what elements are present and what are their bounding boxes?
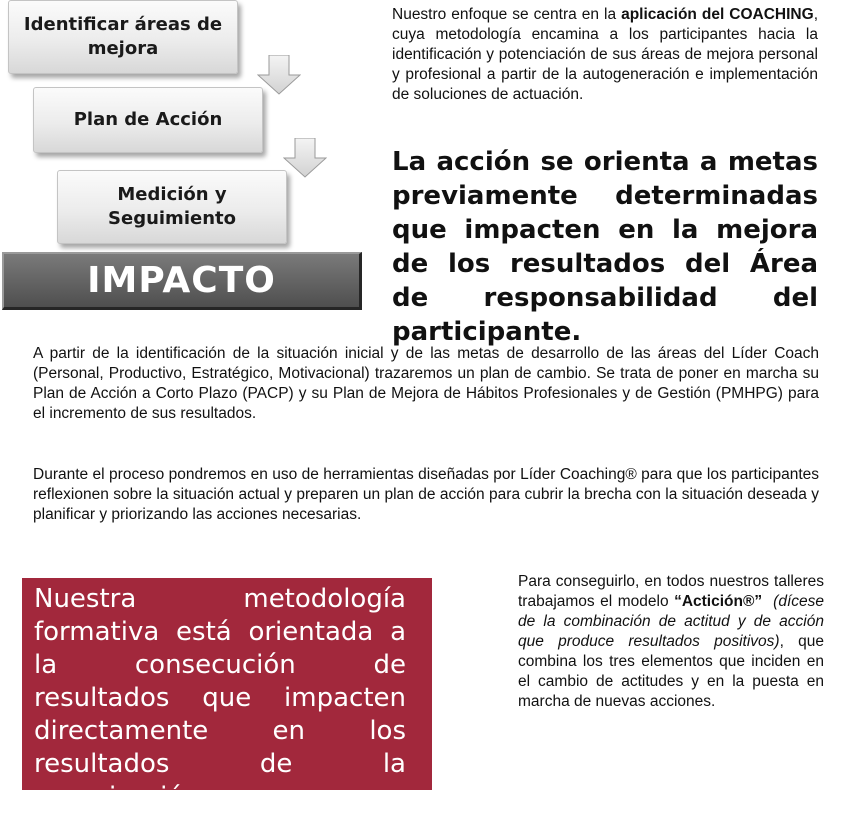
step-label-line1: Identificar áreas de: [23, 14, 223, 35]
step-label-line2: mejora: [87, 38, 159, 59]
step-label-line1: Plan de Acción: [73, 109, 223, 130]
intro-paragraph: [392, 5, 818, 105]
impact-result-box: [2, 252, 362, 310]
body-paragraph: A partir de la identificación de la situación inicial y de las metas de desarrollo de las áreas del Líder Coach (Personal, Productivo, Estratégico, Motivacional) trazaremos un plan de cambio. Se trata de poner en marcha su Plan de Acción a Corto Plazo (PACP) y su Plan de Mejora de Hábitos Profesionales y de Gestión (PMHPG) para el incremento de sus resultados.: [33, 345, 819, 422]
step-label-line2: Seguimiento: [108, 208, 236, 229]
model-name: “Actición®”: [674, 593, 763, 610]
side-text-2: , que combina los tres elementos que inciden en el cambio de actitudes y en la puesta en marcha de nuevas acciones.: [518, 633, 824, 710]
step-identificar-areas: [8, 0, 238, 74]
body-paragraph: Durante el proceso pondremos en uso de herramientas diseñadas por Líder Coaching® para que los participantes reflexionen sobre la situación actual y preparen un plan de acción para cubrir la brecha con la situación deseada y planificar y priorizando las acciones necesarias.: [33, 466, 819, 523]
side-text-1: Para conseguirlo, en todos nuestros talleres trabajamos el modelo: [518, 573, 824, 610]
impact-label: IMPACTO: [87, 260, 276, 301]
headline: La acción se orienta a metas previamente determinadas que impacten en la mejora de los resultados del Área de responsabilidad del participante.: [392, 147, 818, 347]
highlight-text: Nuestra metodología formativa está orientada a la consecución de resultados que impacten directamente en los resultados de la organización.: [34, 584, 406, 812]
intro-text-1: Nuestro enfoque se centra en la: [392, 6, 622, 23]
model-definition: (dícese de la combinación de actitud y de acción que produce resultados positivos): [518, 593, 824, 650]
highlight-box: [22, 578, 432, 812]
step-medicion-seguimiento: [57, 170, 287, 244]
side-paragraph: [518, 572, 824, 712]
down-arrow-icon: [283, 138, 327, 178]
intro-bold: aplicación del COACHING: [621, 6, 814, 23]
step-label-line1: Medición y: [117, 184, 227, 205]
step-plan-de-accion: [33, 87, 263, 153]
down-arrow-icon: [257, 55, 301, 95]
intro-text-2: , cuya metodología encamina a los participantes hacia la identificación y potenciación de sus áreas de mejora personal y profesional a partir de la autogeneración e implementación de soluciones de actuación.: [392, 6, 818, 103]
